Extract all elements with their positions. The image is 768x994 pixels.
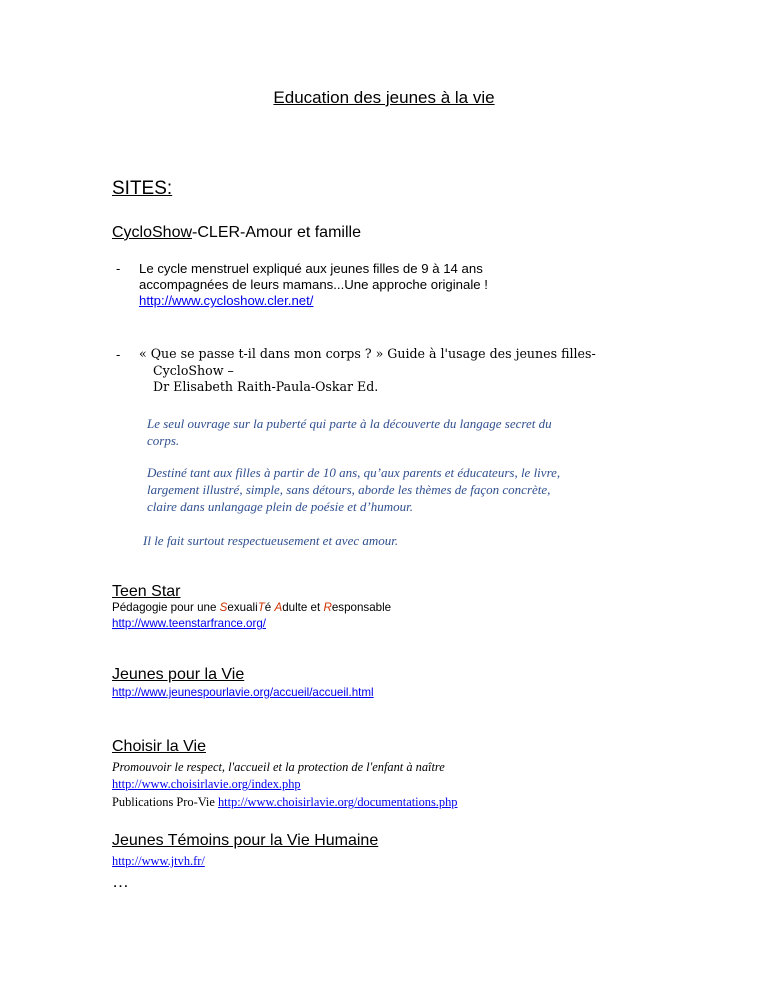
book-title-line2: CycloShow – — [153, 363, 234, 378]
teenstar-letter-a: A — [274, 601, 283, 614]
teenstar-word3: dulte et — [282, 601, 324, 614]
teenstar-link[interactable]: http://www.teenstarfrance.org/ — [112, 617, 267, 630]
cycloshow-heading — [112, 224, 361, 242]
choisir-publications — [112, 795, 457, 810]
jeunes-link[interactable]: http://www.jeunespourlavie.org/accueil/accueil.html — [112, 686, 374, 699]
jeunes-heading: Jeunes pour la Vie — [112, 666, 245, 683]
teenstar-letter-s: S — [219, 601, 228, 614]
choisir-link1[interactable]: http://www.choisirlavie.org/index.php — [112, 777, 301, 791]
teenstar-letter-t: T — [257, 601, 265, 614]
book-desc-p1-line1: Le seul ouvrage sur la puberté qui parte à la découverte du langage secret du — [147, 416, 552, 431]
cycloshow-item1-line1: Le cycle menstruel expliqué aux jeunes filles de 9 à 14 ans — [139, 261, 483, 276]
choisir-heading: Choisir la Vie — [112, 738, 206, 755]
book-desc-p2-line1: Destiné tant aux filles à partir de 10 ans, qu’aux parents et éducateurs, le livre, — [147, 465, 561, 480]
page-title: Education des jeunes à la vie — [273, 88, 495, 107]
book-title-line1: « Que se passe t-il dans mon corps ? » Guide à l'usage des jeunes filles- — [139, 346, 596, 361]
teenstar-heading: Teen Star — [112, 583, 181, 600]
list-dash: - — [116, 347, 121, 362]
cycloshow-link[interactable]: http://www.cycloshow.cler.net/ — [139, 293, 314, 308]
jtvh-link[interactable]: http://www.jtvh.fr/ — [112, 854, 205, 868]
teenstar-word4: esponsable — [331, 601, 392, 614]
book-desc-p2-line2: largement illustré, simple, sans détours, aborde les thèmes de façon concrète, — [147, 482, 551, 497]
book-desc-p3: Il le fait surtout respectueusement et avec amour. — [143, 533, 399, 548]
teenstar-word2: é — [264, 601, 275, 614]
book-desc-p1-line2: corps. — [147, 433, 180, 448]
choisir-pub-label: Publications Pro-Vie — [112, 795, 218, 809]
book-desc-p2-line3: claire dans unlangage plein de poésie et d’humour. — [147, 499, 413, 514]
sites-heading: SITES: — [112, 178, 173, 199]
jtvh-heading: Jeunes Témoins pour la Vie Humaine — [112, 832, 379, 849]
teenstar-letter-r: R — [323, 601, 332, 614]
list-dash: - — [116, 261, 121, 276]
choisir-link2[interactable]: http://www.choisirlavie.org/documentations.php — [217, 795, 458, 809]
cycloshow-heading-rest: -CLER-Amour et famille — [192, 224, 361, 241]
choisir-desc: Promouvoir le respect, l'accueil et la protection de l'enfant à naître — [112, 760, 445, 774]
ellipsis: … — [112, 872, 129, 891]
teenstar-desc-prefix: Pédagogie pour une — [112, 601, 220, 614]
book-author: Dr Elisabeth Raith-Paula-Oskar Ed. — [153, 379, 379, 394]
teenstar-desc — [112, 601, 391, 614]
cycloshow-item1-line2: accompagnées de leurs mamans...Une approche originale ! — [139, 277, 488, 292]
teenstar-word1: exuali — [227, 601, 258, 614]
cycloshow-heading-underlined: CycloShow — [112, 224, 193, 241]
